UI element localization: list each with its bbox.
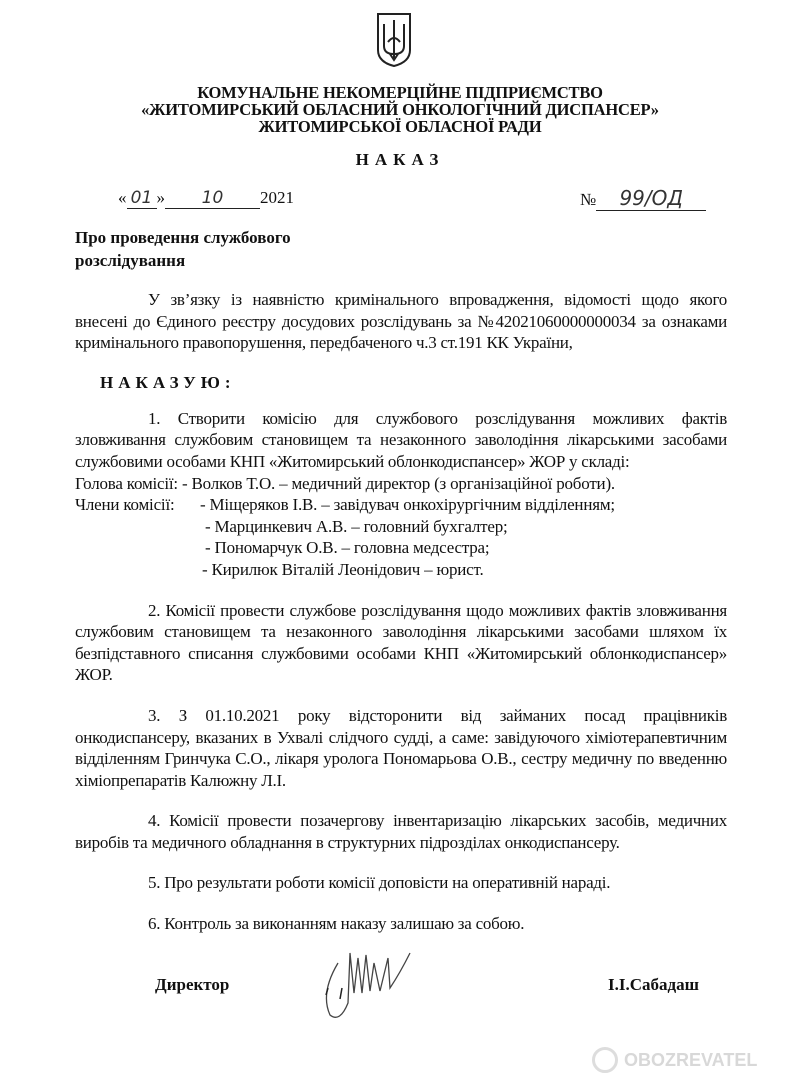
item-3-text: 3. З 01.10.2021 року відсторонити від займаних посад працівників онкодиспансеру, вказаних в Ухвалі слідчого судді, а саме: завідуючого хіміотерапевтичним відділенням Гринчука С.О., лікаря уролога Пономарьова О.В., сестру медичну по введенню хіміопрепаратів Калюжну Л.І. <box>75 705 727 790</box>
item-2-text: 2. Комісії провести службове розслідування щодо можливих фактів зловживання службовим становищем та незаконного заволодіння лікарськими засобами шляхом їх безпідставного списання службовими особами КНП «Житомирський облонкодиспансер» ЖОР. <box>75 600 727 685</box>
item-5-text: 5. Про результати роботи комісії доповісти на оперативній нараді. <box>148 873 611 893</box>
header-line-3: ЖИТОМИРСЬКОЇ ОБЛАСНОЇ РАДИ <box>258 117 542 136</box>
header-line-1: КОМУНАЛЬНЕ НЕКОМЕРЦІЙНЕ ПІДПРИЄМСТВО <box>197 83 603 102</box>
document-type: НАКАЗ <box>355 150 445 169</box>
preamble-text: У зв’язку із наявністю кримінального впровадження, відомості щодо якого внесені до Єдиного реєстру досудових розслідувань за №42021060000000034 за ознаками кримінального правопорушення, передбаченого ч.3 ст.191 КК України, <box>75 290 727 353</box>
date-day: 01 <box>127 188 157 209</box>
head-member: - Волков Т.О. – медичний директор (з організаційної роботи). <box>182 473 615 493</box>
document-number <box>580 186 706 211</box>
commission-member <box>75 494 727 516</box>
commission-member: - Кирилюк Віталій Леонідович – юрист. <box>202 559 484 579</box>
coat-of-arms-icon <box>376 12 412 68</box>
organization-header <box>0 84 800 135</box>
signature-row <box>75 971 727 1011</box>
number-sign: № <box>580 190 597 209</box>
watermark <box>592 1044 792 1076</box>
order-word: НАКАЗУЮ: <box>100 372 236 392</box>
member: - Міщеряков І.В. – завідувач онкохірургічним відділенням; <box>200 495 615 515</box>
signatory-name: І.І.Сабадаш <box>608 974 699 994</box>
item-1-text: 1. Створити комісію для службового розслідування можливих фактів зловживання службовим становищем та незаконного заволодіння лікарськими засобами службовими особами КНП «Житомирський облонкодиспансер» ЖОР у складі: <box>75 408 727 471</box>
signatory-position: Директор <box>155 974 230 994</box>
date-month: 10 <box>165 188 260 209</box>
head-label: Голова комісії: <box>75 473 178 493</box>
commission-member: - Пономарчук О.В. – головна медсестра; <box>205 538 490 558</box>
date-year: 2021 <box>260 188 294 207</box>
members-label: Члени комісії: <box>75 495 175 515</box>
date-quote-open: « <box>118 188 127 207</box>
number-value: 99/ОД <box>596 186 706 211</box>
item-1 <box>75 408 727 581</box>
commission-head <box>75 473 727 495</box>
document-body <box>75 289 727 1011</box>
commission-member: - Марцинкевич А.В. – головний бухгалтер; <box>205 516 508 536</box>
header-line-2: «ЖИТОМИРСЬКИЙ ОБЛАСНИЙ ОНКОЛОГІЧНИЙ ДИСПАНСЕР» <box>141 100 659 119</box>
document-date <box>118 188 294 209</box>
watermark-logo-icon <box>592 1047 618 1073</box>
watermark-text: OBOZREVATEL <box>624 1049 758 1070</box>
date-quote-close: » <box>156 188 165 207</box>
handwritten-signature <box>310 943 430 1023</box>
item-6-text: 6. Контроль за виконанням наказу залишаю за собою. <box>148 914 525 934</box>
document-title: Про проведення службового розслідування <box>75 228 291 270</box>
item-4-text: 4. Комісії провести позачергову інвентаризацію лікарських засобів, медичних виробів та медичного обладнання в структурних підрозділах онкодиспансеру. <box>75 811 727 852</box>
